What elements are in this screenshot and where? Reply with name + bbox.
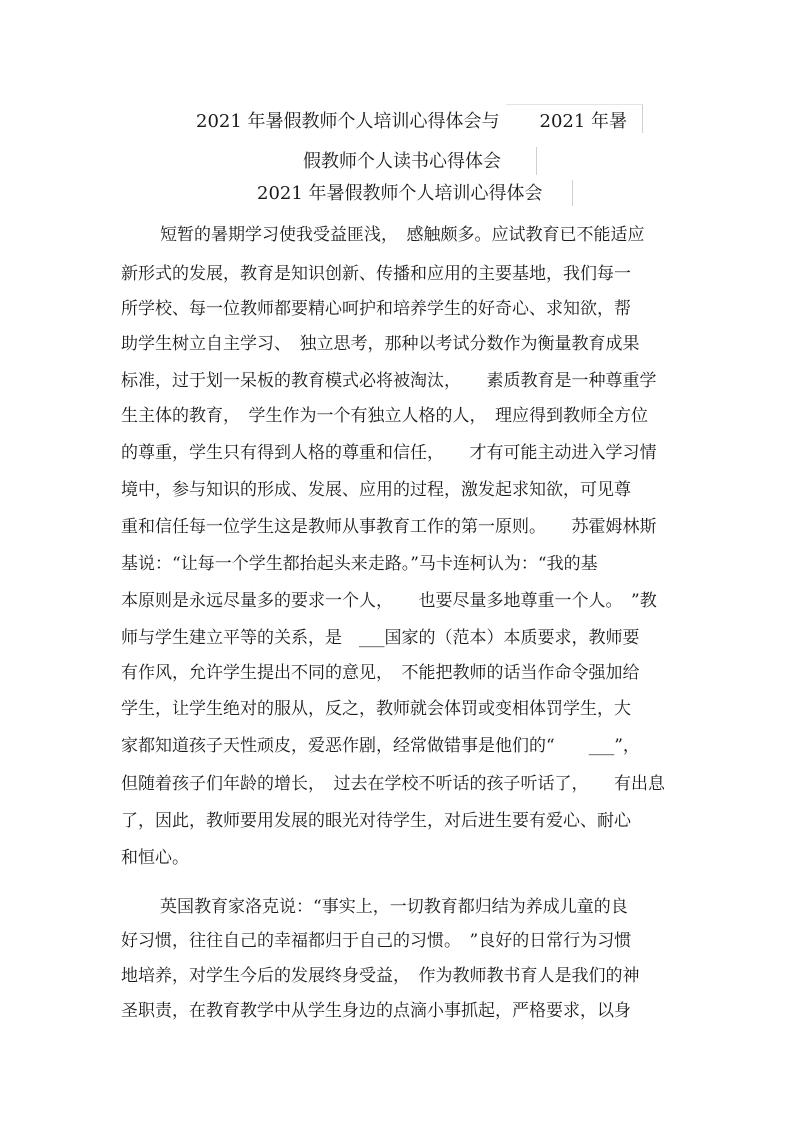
body-line: 本原则是永远尽量多的要求一个人， 也要尽量多地尊重一个人。 ”教	[121, 591, 657, 611]
body-line: 重和信任每一位学生这是教师从事教育工作的第一原则。 苏霍姆林斯	[121, 517, 657, 537]
body-line: 了，因此，教师要用发展的眼光对待学生，对后进生要有爱心、耐心	[121, 811, 631, 831]
body-line: 标准，过于划一呆板的教育模式必将被淘汰， 素质教育是一种尊重学	[121, 371, 657, 391]
body-line: 学生，让学生绝对的服从，反之，教师就会体罚或变相体罚学生，大	[121, 699, 631, 719]
document-title-line-2: 假教师个人读书心得体会	[303, 151, 501, 172]
title-part-a: 2021 年暑假教师个人培训心得体会与	[196, 111, 500, 132]
body-line: 地培养，对学生今后的发展终身受益， 作为教师教书育人是我们的神	[121, 966, 640, 986]
title-part-b: 2021 年暑	[539, 111, 628, 132]
body-line: 英国教育家洛克说：“事实上，一切教育都归结为养成儿童的良	[160, 897, 628, 917]
body-line: 所学校、每一位教师都要精心呵护和培养学生的好奇心、求知欲，帮	[121, 299, 631, 319]
body-line: 圣职责，在教育教学中从学生身边的点滴小事抓起，严格要求，以身	[121, 1001, 631, 1021]
document-subtitle: 2021 年暑假教师个人培训心得体会	[257, 183, 543, 204]
body-line: 但随着孩子们年龄的增长， 过去在学校不听话的孩子听话了， 有出息	[121, 774, 665, 794]
document-title-line-1	[0, 110, 800, 134]
body-line: 家都知道孩子天性顽皮，爱恶作剧，经常做错事是他们的“ ___”，	[121, 736, 640, 756]
body-line: 短暂的暑期学习使我受益匪浅， 感触颇多。应试教育已不能适应	[160, 225, 645, 245]
body-line: 师与学生建立平等的关系，是 ___国家的（范本）本质要求，教师要	[121, 628, 640, 648]
body-line: 的尊重，学生只有得到人格的尊重和信任， 才有可能主动进入学习情	[121, 443, 657, 463]
body-line: 和恒心。	[121, 848, 189, 868]
body-line: 助学生树立自主学习、 独立思考，那种以考试分数作为衡量教育成果	[121, 334, 640, 354]
body-line: 生主体的教育， 学生作为一个有独立人格的人， 理应得到教师全方位	[121, 406, 648, 426]
body-line: 好习惯，往往自己的幸福都归于自己的习惯。 ”良好的日常行为习惯	[121, 931, 632, 951]
body-line: 有作风，允许学生提出不同的意见， 不能把教师的话当作命令强加给	[121, 663, 640, 683]
body-line: 新形式的发展，教育是知识创新、传播和应用的主要基地，我们每一	[121, 264, 631, 284]
body-line: 境中，参与知识的形成、发展、应用的过程，激发起求知欲，可见尊	[121, 480, 631, 500]
body-line: 基说：“让每一个学生都抬起头来走路。”马卡连柯认为：“我的基	[121, 554, 598, 574]
